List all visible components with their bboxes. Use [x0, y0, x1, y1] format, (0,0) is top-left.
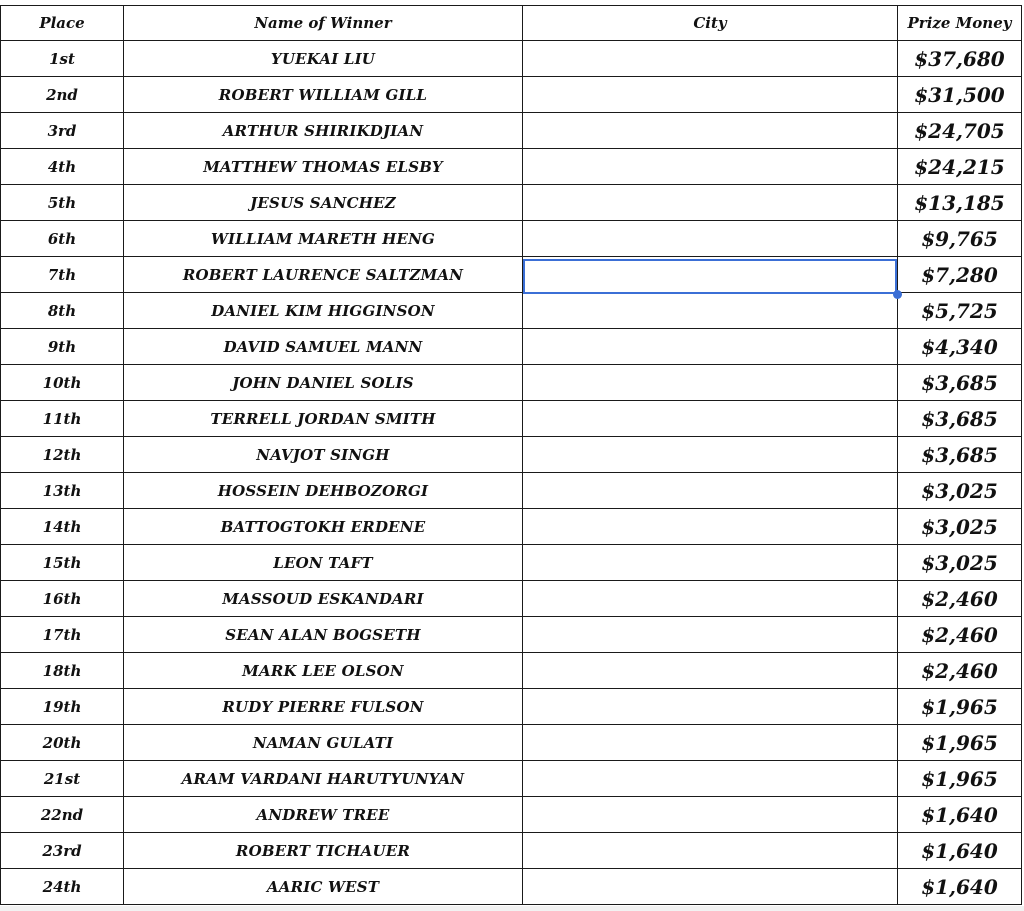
table-row — [1, 833, 1022, 869]
city-cell[interactable] — [523, 473, 898, 509]
place-cell[interactable]: 3rd — [1, 113, 124, 149]
table-row — [1, 473, 1022, 509]
table-row — [1, 797, 1022, 833]
winner-name-cell[interactable]: HOSSEIN DEHBOZORGI — [124, 473, 523, 509]
fill-handle[interactable] — [893, 290, 902, 299]
prize-money-cell[interactable]: $1,640 — [898, 797, 1022, 833]
table-row — [1, 581, 1022, 617]
city-cell[interactable] — [523, 41, 898, 77]
place-cell[interactable]: 24th — [1, 869, 124, 905]
winner-name-cell[interactable]: ARTHUR SHIRIKDJIAN — [124, 113, 523, 149]
city-cell[interactable] — [523, 113, 898, 149]
city-cell[interactable] — [523, 185, 898, 221]
city-cell[interactable] — [523, 401, 898, 437]
winner-name-cell[interactable]: DAVID SAMUEL MANN — [124, 329, 523, 365]
header-place[interactable]: Place — [1, 6, 124, 41]
prize-money-cell[interactable]: $9,765 — [898, 221, 1022, 257]
prize-money-cell[interactable]: $3,025 — [898, 473, 1022, 509]
winner-name-cell[interactable]: ROBERT LAURENCE SALTZMAN — [124, 257, 523, 293]
city-cell[interactable] — [523, 437, 898, 473]
winner-name-cell[interactable]: DANIEL KIM HIGGINSON — [124, 293, 523, 329]
place-cell[interactable]: 5th — [1, 185, 124, 221]
place-cell[interactable]: 17th — [1, 617, 124, 653]
winner-name-cell[interactable]: NAVJOT SINGH — [124, 437, 523, 473]
header-name[interactable]: Name of Winner — [124, 6, 523, 41]
winner-name-cell[interactable]: TERRELL JORDAN SMITH — [124, 401, 523, 437]
table-row — [1, 221, 1022, 257]
place-cell[interactable]: 2nd — [1, 77, 124, 113]
city-cell[interactable] — [523, 545, 898, 581]
header-city[interactable]: City — [523, 6, 898, 41]
table-row — [1, 149, 1022, 185]
winner-name-cell[interactable]: MASSOUD ESKANDARI — [124, 581, 523, 617]
city-cell[interactable] — [523, 725, 898, 761]
table-row — [1, 293, 1022, 329]
place-cell[interactable]: 12th — [1, 437, 124, 473]
prize-money-cell[interactable]: $13,185 — [898, 185, 1022, 221]
city-cell[interactable] — [523, 293, 898, 329]
place-cell[interactable]: 14th — [1, 509, 124, 545]
city-cell[interactable] — [523, 221, 898, 257]
prize-money-cell[interactable]: $1,965 — [898, 761, 1022, 797]
winner-name-cell[interactable]: ROBERT TICHAUER — [124, 833, 523, 869]
place-cell[interactable]: 21st — [1, 761, 124, 797]
prize-money-cell[interactable]: $7,280 — [898, 257, 1022, 293]
prize-money-cell[interactable]: $5,725 — [898, 293, 1022, 329]
winner-name-cell[interactable]: BATTOGTOKH ERDENE — [124, 509, 523, 545]
sheet-bottom-edge — [0, 906, 1024, 911]
place-cell[interactable]: 11th — [1, 401, 124, 437]
place-cell[interactable]: 7th — [1, 257, 124, 293]
place-cell[interactable]: 13th — [1, 473, 124, 509]
header-prize[interactable]: Prize Money — [898, 6, 1022, 41]
city-cell[interactable] — [523, 509, 898, 545]
prize-money-cell[interactable]: $1,640 — [898, 869, 1022, 905]
table-row — [1, 401, 1022, 437]
winner-name-cell[interactable]: NAMAN GULATI — [124, 725, 523, 761]
place-cell[interactable]: 4th — [1, 149, 124, 185]
city-cell[interactable] — [523, 257, 898, 293]
prize-money-cell[interactable]: $37,680 — [898, 41, 1022, 77]
place-cell[interactable]: 19th — [1, 689, 124, 725]
prize-money-cell[interactable]: $3,025 — [898, 509, 1022, 545]
winner-name-cell[interactable]: SEAN ALAN BOGSETH — [124, 617, 523, 653]
prize-money-cell[interactable]: $2,460 — [898, 617, 1022, 653]
place-cell[interactable]: 16th — [1, 581, 124, 617]
place-cell[interactable]: 22nd — [1, 797, 124, 833]
table-row — [1, 329, 1022, 365]
prize-money-cell[interactable]: $3,685 — [898, 365, 1022, 401]
prize-money-cell[interactable]: $1,640 — [898, 833, 1022, 869]
place-cell[interactable]: 8th — [1, 293, 124, 329]
place-cell[interactable]: 9th — [1, 329, 124, 365]
table-row — [1, 869, 1022, 905]
prize-money-cell[interactable]: $3,025 — [898, 545, 1022, 581]
table-row — [1, 113, 1022, 149]
table-row — [1, 77, 1022, 113]
table-row — [1, 365, 1022, 401]
place-cell[interactable]: 15th — [1, 545, 124, 581]
table-row — [1, 437, 1022, 473]
place-cell[interactable]: 6th — [1, 221, 124, 257]
city-cell[interactable] — [523, 797, 898, 833]
city-cell[interactable] — [523, 617, 898, 653]
prize-money-cell[interactable]: $24,215 — [898, 149, 1022, 185]
city-cell[interactable] — [523, 329, 898, 365]
winner-name-cell[interactable]: MATTHEW THOMAS ELSBY — [124, 149, 523, 185]
winner-name-cell[interactable]: WILLIAM MARETH HENG — [124, 221, 523, 257]
winner-name-cell[interactable]: JOHN DANIEL SOLIS — [124, 365, 523, 401]
prize-money-cell[interactable]: $2,460 — [898, 653, 1022, 689]
city-cell[interactable] — [523, 77, 898, 113]
table-row — [1, 185, 1022, 221]
city-cell[interactable] — [523, 149, 898, 185]
table-row — [1, 653, 1022, 689]
prize-table — [0, 5, 1022, 905]
table-row — [1, 725, 1022, 761]
place-cell[interactable]: 1st — [1, 41, 124, 77]
table-row — [1, 689, 1022, 725]
prize-money-cell[interactable]: $2,460 — [898, 581, 1022, 617]
winner-name-cell[interactable]: ROBERT WILLIAM GILL — [124, 77, 523, 113]
prize-money-cell[interactable]: $31,500 — [898, 77, 1022, 113]
city-cell[interactable] — [523, 653, 898, 689]
prize-money-cell[interactable]: $4,340 — [898, 329, 1022, 365]
table-row — [1, 545, 1022, 581]
prize-money-cell[interactable]: $3,685 — [898, 437, 1022, 473]
city-cell[interactable] — [523, 833, 898, 869]
winner-name-cell[interactable]: ANDREW TREE — [124, 797, 523, 833]
place-cell[interactable]: 18th — [1, 653, 124, 689]
table-row — [1, 617, 1022, 653]
city-cell[interactable] — [523, 581, 898, 617]
place-cell[interactable]: 20th — [1, 725, 124, 761]
place-cell[interactable]: 23rd — [1, 833, 124, 869]
winner-name-cell[interactable]: RUDY PIERRE FULSON — [124, 689, 523, 725]
table-row — [1, 257, 1022, 293]
winner-name-cell[interactable]: MARK LEE OLSON — [124, 653, 523, 689]
prize-money-cell[interactable]: $3,685 — [898, 401, 1022, 437]
table-row — [1, 509, 1022, 545]
table-row — [1, 41, 1022, 77]
winner-name-cell[interactable]: LEON TAFT — [124, 545, 523, 581]
city-cell[interactable] — [523, 761, 898, 797]
table-row — [1, 761, 1022, 797]
city-cell[interactable] — [523, 869, 898, 905]
winner-name-cell[interactable]: JESUS SANCHEZ — [124, 185, 523, 221]
city-cell[interactable] — [523, 365, 898, 401]
prize-money-cell[interactable]: $24,705 — [898, 113, 1022, 149]
prize-money-cell[interactable]: $1,965 — [898, 689, 1022, 725]
place-cell[interactable]: 10th — [1, 365, 124, 401]
prize-money-cell[interactable]: $1,965 — [898, 725, 1022, 761]
winner-name-cell[interactable]: AARIC WEST — [124, 869, 523, 905]
winner-name-cell[interactable]: YUEKAI LIU — [124, 41, 523, 77]
header-row — [1, 6, 1022, 41]
city-cell[interactable] — [523, 689, 898, 725]
winner-name-cell[interactable]: ARAM VARDANI HARUTYUNYAN — [124, 761, 523, 797]
